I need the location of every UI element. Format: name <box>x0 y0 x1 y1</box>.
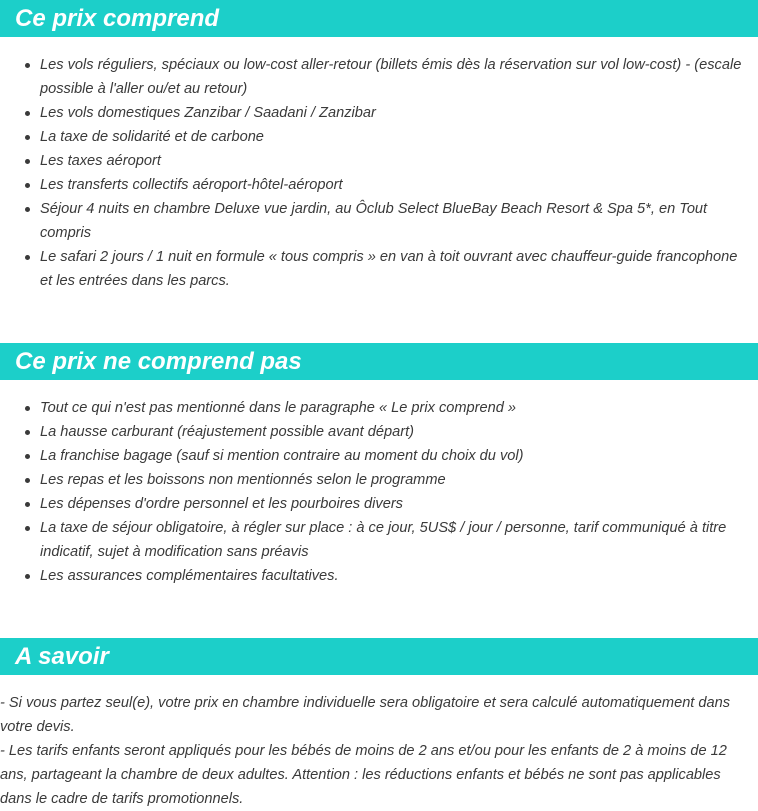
list-item: La taxe de séjour obligatoire, à régler sur place : à ce jour, 5US$ / jour / personne, tarif communiqué à titre indicatif, sujet à modification sans préavis <box>0 516 758 564</box>
list-item: Séjour 4 nuits en chambre Deluxe vue jardin, au Ôclub Select BlueBay Beach Resort & Spa 5*, en Tout compris <box>0 197 758 245</box>
excluded-list <box>0 396 758 588</box>
list-item: Les taxes aéroport <box>0 149 758 173</box>
list-item: La taxe de solidarité et de carbone <box>0 125 758 149</box>
list-item: Les transferts collectifs aéroport-hôtel-aéroport <box>0 173 758 197</box>
section-header-included: Ce prix comprend <box>0 0 758 37</box>
list-item: La franchise bagage (sauf si mention contraire au moment du choix du vol) <box>0 444 758 468</box>
info-paragraph: - Si vous partez seul(e), votre prix en chambre individuelle sera obligatoire et sera calculé automatiquement dans votre devis. <box>0 695 731 735</box>
list-item: Tout ce qui n'est pas mentionné dans le paragraphe « Le prix comprend » <box>0 396 758 420</box>
included-list <box>0 53 758 293</box>
list-item: Les dépenses d'ordre personnel et les pourboires divers <box>0 492 758 516</box>
list-item: Le safari 2 jours / 1 nuit en formule « tous compris » en van à toit ouvrant avec chauffeur-guide francophone et les entrées dans les parcs. <box>0 245 758 293</box>
list-item: La hausse carburant (réajustement possible avant départ) <box>0 420 758 444</box>
section-header-excluded: Ce prix ne comprend pas <box>0 343 758 380</box>
list-item: Les vols réguliers, spéciaux ou low-cost aller-retour (billets émis dès la réservation sur vol low-cost) - (escale possible à l'aller ou/et au retour) <box>0 53 758 101</box>
list-item: Les repas et les boissons non mentionnés selon le programme <box>0 468 758 492</box>
info-paragraph: - Les tarifs enfants seront appliqués pour les bébés de moins de 2 ans et/ou pour les enfants de 2 à moins de 12 ans, partageant la chambre de deux adultes. Attention : les réductions enfants et bébés ne sont pas applicables dans le cadre de tarifs promotionnels. <box>0 743 727 807</box>
list-item: Les assurances complémentaires facultatives. <box>0 564 758 588</box>
list-item: Les vols domestiques Zanzibar / Saadani / Zanzibar <box>0 101 758 125</box>
section-header-info: A savoir <box>0 638 758 675</box>
info-notes <box>0 691 758 811</box>
